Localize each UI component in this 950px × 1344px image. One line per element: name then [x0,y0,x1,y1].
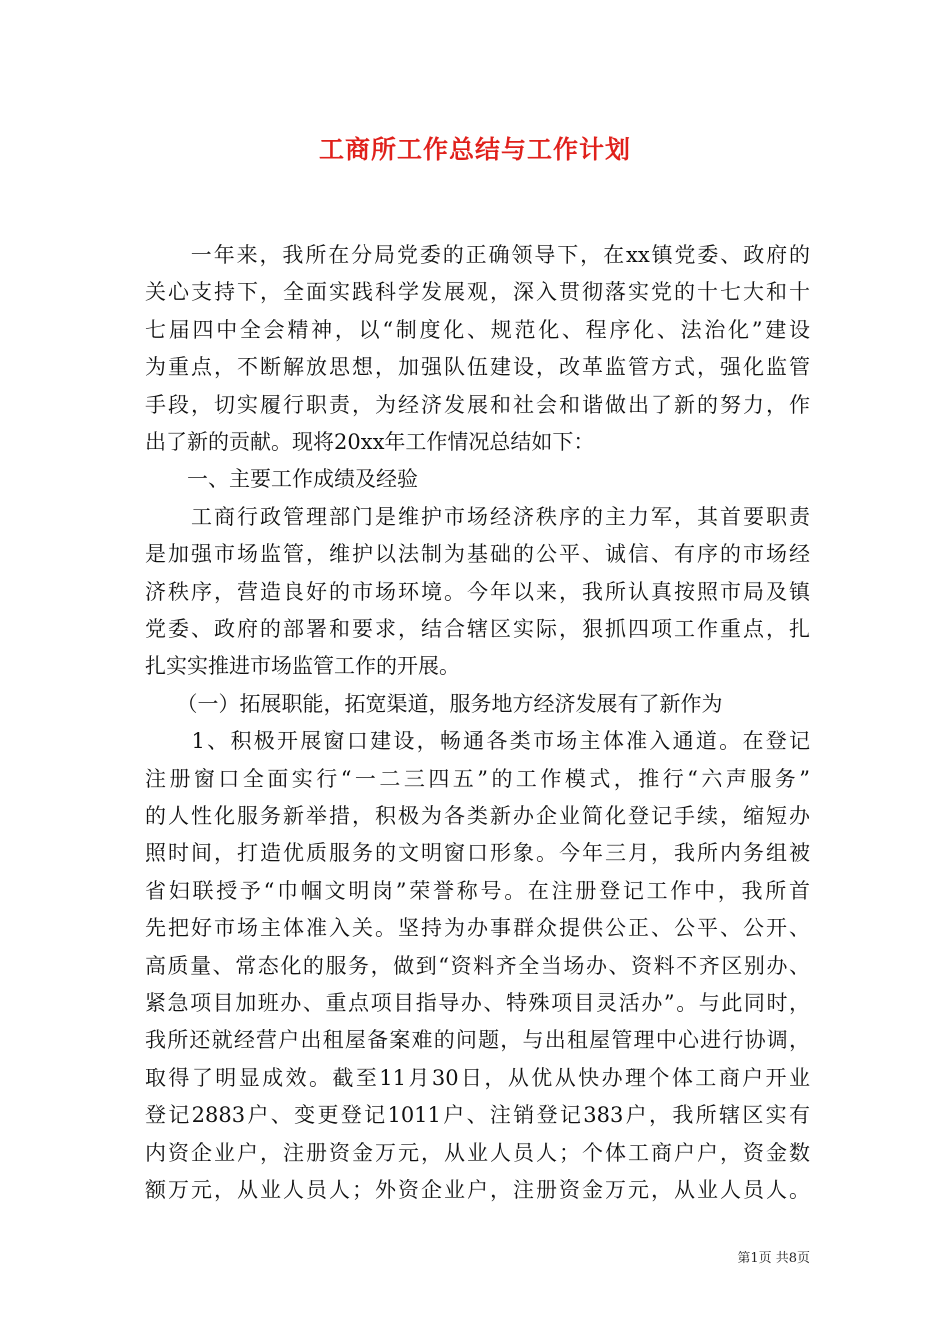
paragraph-line: 为重点，不断解放思想，加强队伍建设，改革监管方式，强化监管 [145,355,810,380]
document-title: 工商所工作总结与工作计划 [318,135,631,164]
paragraph-line: 省妇联授予“巾帼文明岗”荣誉称号。在注册登记工作中，我所首 [145,878,810,903]
paragraph-line: 扎实实推进市场监管工作的开展。 [145,654,460,679]
paragraph-line: 关心支持下，全面实践科学发展观，深入贯彻落实党的十七大和十 [145,280,810,305]
paragraph-line: 我所还就经营户出租屋备案难的问题，与出租屋管理中心进行协调， [145,1028,810,1053]
paragraph-line: 照时间，打造优质服务的文明窗口形象。今年三月，我所内务组被 [145,841,810,866]
paragraph-line: 济秩序，营造良好的市场环境。今年以来，我所认真按照市局及镇 [145,579,810,604]
paragraph-line: 党委、政府的部署和要求，结合辖区实际，狠抓四项工作重点，扎 [145,617,810,641]
paragraph-line: 七届四中全会精神，以“制度化、规范化、程序化、法治化”建设 [145,317,810,342]
paragraph-line: 出了新的贡献。现将20xx年工作情况总结如下： [145,430,595,454]
paragraph-line: 先把好市场主体准入关。坚持为办事群众提供公正、公平、公开、 [145,916,810,941]
paragraph-line: 登记2883户、变更登记1011户、注销登记383户，我所辖区实有 [145,1103,810,1128]
paragraph-line: （一）拓展职能，拓宽渠道，服务地方经济发展有了新作为 [145,691,723,716]
paragraph-line: 取得了明显成效。截至11月30日，从优从快办理个体工商户开业 [145,1065,810,1090]
paragraph-line: 高质量、常态化的服务，做到“资料齐全当场办、资料不齐区别办、 [145,953,810,978]
paragraph-line: 一、主要工作成绩及经验 [145,467,418,492]
paragraph-line: 注册窗口全面实行“一二三四五”的工作模式，推行“六声服务” [145,766,810,791]
paragraph-line: 一年来，我所在分局党委的正确领导下，在xx镇党委、政府的 [145,243,810,267]
page-number: 第1页 共8页 [737,1251,810,1266]
paragraph-line: 紧急项目加班办、重点项目指导办、特殊项目灵活办”。与此同时， [145,991,810,1015]
paragraph-line: 是加强市场监管，维护以法制为基础的公平、诚信、有序的市场经 [145,542,810,567]
paragraph-line: 内资企业户，注册资金万元，从业人员人；个体工商户户，资金数 [145,1140,810,1165]
paragraph-line: 的人性化服务新举措，积极为各类新办企业简化登记手续，缩短办 [145,804,810,828]
paragraph-line: 手段，切实履行职责，为经济发展和社会和谐做出了新的努力，作 [145,392,810,417]
paragraph-line: 1、积极开展窗口建设，畅通各类市场主体准入通道。在登记 [145,729,810,754]
paragraph-line: 额万元，从业人员人；外资企业户，注册资金万元，从业人员人。 [145,1178,810,1202]
paragraph-line: 工商行政管理部门是维护市场经济秩序的主力军，其首要职责 [145,504,810,529]
